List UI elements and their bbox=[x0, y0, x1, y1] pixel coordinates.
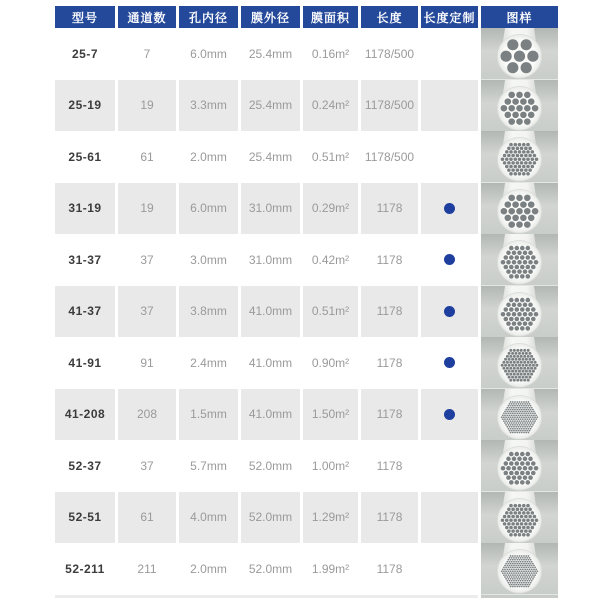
bore-diameter-cell: 3.0mm bbox=[190, 252, 227, 267]
channels-cell: 37 bbox=[118, 286, 176, 338]
membrane-cross-section-61-channels bbox=[481, 131, 558, 183]
channels-cell: 37 bbox=[140, 252, 154, 267]
membrane-cross-section-19-channels bbox=[481, 80, 558, 132]
custom-length-dot bbox=[444, 306, 455, 317]
column-header-bore-diameter: 孔内径 bbox=[179, 6, 238, 28]
length-cell: 1178 bbox=[361, 183, 418, 235]
bore-diameter-cell: 6.0mm bbox=[190, 46, 227, 61]
custom-length-cell bbox=[421, 389, 478, 441]
custom-length-cell bbox=[421, 337, 478, 389]
model-cell: 52-211 bbox=[65, 561, 105, 576]
table-row bbox=[55, 337, 558, 389]
membrane-cross-section-91-channels bbox=[481, 337, 558, 389]
column-header-pattern-image: 图样 bbox=[481, 6, 558, 28]
membrane-spec-table bbox=[55, 6, 558, 598]
column-header-channels: 通道数 bbox=[118, 6, 176, 28]
model-cell: 25-19 bbox=[55, 80, 115, 132]
model-cell: 41-37 bbox=[55, 286, 115, 338]
membrane-cross-section-37-channels bbox=[481, 440, 558, 492]
outer-diameter-cell: 52.0mm bbox=[241, 492, 300, 544]
channels-cell: 61 bbox=[118, 492, 176, 544]
length-cell: 1178 bbox=[361, 286, 418, 338]
model-cell: 52-37 bbox=[68, 458, 102, 473]
custom-length-dot bbox=[444, 357, 455, 368]
clipped-row-cells bbox=[55, 595, 478, 598]
channels-cell: 37 bbox=[140, 458, 154, 473]
bore-diameter-cell: 1.5mm bbox=[179, 389, 238, 441]
custom-length-cell bbox=[421, 234, 478, 286]
table-row bbox=[55, 28, 558, 80]
length-cell: 1178 bbox=[361, 389, 418, 441]
length-cell: 1178/500 bbox=[364, 149, 415, 164]
custom-length-dot bbox=[444, 409, 455, 420]
table-row bbox=[55, 80, 558, 132]
custom-length-cell bbox=[421, 440, 478, 492]
pattern-image-cell bbox=[481, 80, 558, 132]
pattern-image-cell bbox=[481, 183, 558, 235]
channels-cell: 7 bbox=[143, 46, 151, 61]
channels-cell: 208 bbox=[118, 389, 176, 441]
outer-diameter-cell: 41.0mm bbox=[241, 389, 300, 441]
bore-diameter-cell: 6.0mm bbox=[179, 183, 238, 235]
table-row bbox=[55, 543, 558, 595]
membrane-cross-section-7-channels bbox=[481, 28, 558, 80]
outer-diameter-cell: 25.4mm bbox=[248, 46, 293, 61]
model-cell: 52-51 bbox=[55, 492, 115, 544]
custom-length-cell bbox=[421, 131, 478, 183]
bore-diameter-cell: 2.0mm bbox=[190, 561, 227, 576]
length-cell: 1178/500 bbox=[361, 80, 418, 132]
table-row bbox=[55, 492, 558, 544]
model-cell: 31-19 bbox=[55, 183, 115, 235]
pattern-image-cell bbox=[481, 28, 558, 80]
custom-length-cell bbox=[421, 492, 478, 544]
clipped-image-tile bbox=[481, 595, 558, 598]
column-header-membrane-area: 膜面积 bbox=[303, 6, 358, 28]
table-header bbox=[55, 6, 558, 28]
pattern-image-cell bbox=[481, 234, 558, 286]
custom-length-cell bbox=[421, 80, 478, 132]
length-cell: 1178/500 bbox=[364, 46, 415, 61]
custom-length-dot bbox=[444, 254, 455, 265]
custom-length-cell bbox=[421, 543, 478, 595]
table-row bbox=[55, 286, 558, 338]
model-cell: 41-91 bbox=[68, 355, 102, 370]
bore-diameter-cell: 5.7mm bbox=[190, 458, 227, 473]
pattern-image-cell bbox=[481, 440, 558, 492]
membrane-cross-section-61-channels bbox=[481, 492, 558, 544]
table-body bbox=[55, 28, 558, 595]
outer-diameter-cell: 52.0mm bbox=[248, 458, 293, 473]
column-header-length: 长度 bbox=[361, 6, 418, 28]
custom-length-cell bbox=[421, 286, 478, 338]
column-header-outer-diameter: 膜外径 bbox=[241, 6, 300, 28]
membrane-area-cell: 0.24m² bbox=[303, 80, 358, 132]
outer-diameter-cell: 25.4mm bbox=[248, 149, 293, 164]
outer-diameter-cell: 52.0mm bbox=[248, 561, 293, 576]
length-cell: 1178 bbox=[376, 458, 403, 473]
table-row bbox=[55, 131, 558, 183]
model-cell: 41-208 bbox=[55, 389, 115, 441]
model-cell: 25-7 bbox=[71, 46, 99, 61]
model-cell: 25-61 bbox=[68, 149, 102, 164]
membrane-cross-section-37-channels bbox=[481, 286, 558, 338]
membrane-area-cell: 0.90m² bbox=[311, 355, 350, 370]
membrane-area-cell: 0.16m² bbox=[311, 46, 350, 61]
bore-diameter-cell: 2.4mm bbox=[190, 355, 227, 370]
pattern-image-cell bbox=[481, 131, 558, 183]
bore-diameter-cell: 3.3mm bbox=[179, 80, 238, 132]
membrane-cross-section-19-channels bbox=[481, 183, 558, 235]
membrane-cross-section-208-channels bbox=[481, 389, 558, 441]
membrane-area-cell: 0.51m² bbox=[303, 286, 358, 338]
column-header-custom-length: 长度定制 bbox=[421, 6, 478, 28]
membrane-area-cell: 1.00m² bbox=[311, 458, 350, 473]
membrane-area-cell: 0.42m² bbox=[311, 252, 350, 267]
membrane-area-cell: 1.50m² bbox=[303, 389, 358, 441]
length-cell: 1178 bbox=[376, 252, 403, 267]
table-row bbox=[55, 440, 558, 492]
membrane-area-cell: 0.29m² bbox=[303, 183, 358, 235]
channels-cell: 211 bbox=[137, 561, 157, 576]
pattern-image-cell bbox=[481, 389, 558, 441]
custom-length-cell bbox=[421, 28, 478, 80]
membrane-cross-section-37-channels bbox=[481, 234, 558, 286]
membrane-cross-section-211-channels bbox=[481, 543, 558, 595]
membrane-area-cell: 0.51m² bbox=[311, 149, 350, 164]
custom-length-dot bbox=[444, 203, 455, 214]
channels-cell: 91 bbox=[140, 355, 154, 370]
column-header-model: 型号 bbox=[55, 6, 115, 28]
membrane-area-cell: 1.99m² bbox=[311, 561, 350, 576]
bore-diameter-cell: 3.8mm bbox=[179, 286, 238, 338]
membrane-area-cell: 1.29m² bbox=[303, 492, 358, 544]
outer-diameter-cell: 25.4mm bbox=[241, 80, 300, 132]
length-cell: 1178 bbox=[376, 561, 403, 576]
model-cell: 31-37 bbox=[68, 252, 102, 267]
outer-diameter-cell: 31.0mm bbox=[248, 252, 293, 267]
length-cell: 1178 bbox=[376, 355, 403, 370]
table-row bbox=[55, 234, 558, 286]
outer-diameter-cell: 41.0mm bbox=[248, 355, 293, 370]
pattern-image-cell bbox=[481, 543, 558, 595]
channels-cell: 19 bbox=[118, 80, 176, 132]
table-bottom-clipped-row bbox=[55, 595, 558, 598]
custom-length-cell bbox=[421, 183, 478, 235]
table-row bbox=[55, 389, 558, 441]
pattern-image-cell bbox=[481, 492, 558, 544]
pattern-image-cell bbox=[481, 286, 558, 338]
pattern-image-cell bbox=[481, 337, 558, 389]
channels-cell: 61 bbox=[140, 149, 154, 164]
length-cell: 1178 bbox=[361, 492, 418, 544]
outer-diameter-cell: 41.0mm bbox=[241, 286, 300, 338]
bore-diameter-cell: 2.0mm bbox=[190, 149, 227, 164]
outer-diameter-cell: 31.0mm bbox=[241, 183, 300, 235]
bore-diameter-cell: 4.0mm bbox=[179, 492, 238, 544]
channels-cell: 19 bbox=[118, 183, 176, 235]
table-row bbox=[55, 183, 558, 235]
